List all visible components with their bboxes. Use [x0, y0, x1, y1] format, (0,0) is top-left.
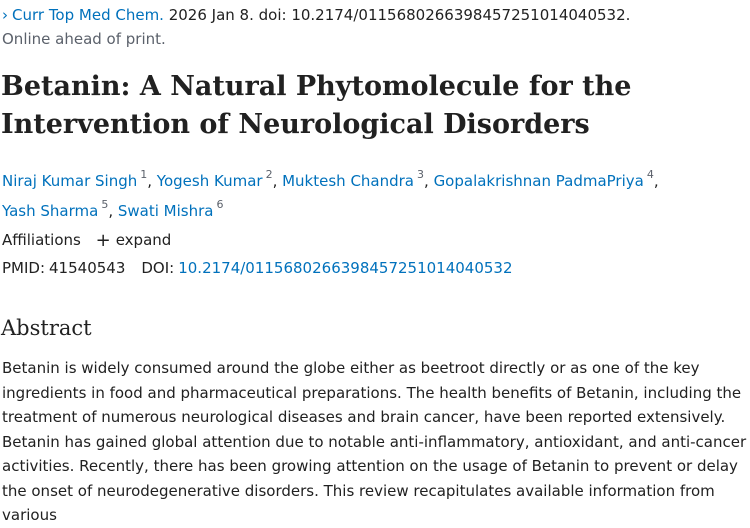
expand-label: expand — [115, 231, 172, 249]
article-title: Betanin: A Natural Phytomolecule for the Intervention of Neurological Disorders — [1, 71, 632, 140]
author-affiliation-number[interactable]: 4 — [646, 168, 654, 181]
pmid-label: PMID: — [2, 259, 46, 277]
doi-label: DOI: — [141, 259, 175, 277]
authors-list: Niraj Kumar Singh $^1$, Yogesh Kumar $^2$, Muktesh Chandra $^3$, Gopalakrishnan PadmaPriya $^4$, Yash Sharma $^5$, Swati Mishra $^6$ — [2, 168, 659, 220]
author-link[interactable]: Swati Mishra — [117, 202, 214, 220]
author-item — [156, 168, 273, 190]
publication-status: Online ahead of print. — [2, 30, 166, 48]
citation-details: 2026 Jan 8. doi: 10.2174/0115680266398457251014040532. — [163, 6, 631, 24]
author-link[interactable]: Muktesh Chandra — [282, 172, 415, 190]
journal-name: Curr Top Med Chem. — [12, 6, 164, 24]
author-link[interactable]: Gopalakrishnan PadmaPriya — [433, 172, 644, 190]
affiliations-row — [2, 229, 171, 251]
author-item — [117, 198, 224, 220]
journal-link[interactable] — [2, 6, 164, 24]
author-link[interactable]: Niraj Kumar Singh — [2, 172, 138, 190]
author-item — [282, 168, 425, 190]
abstract-text: Betanin is widely consumed around the globe either as beetroot directly or as one of the key ingredients in food and pharmaceutical preparations. The health benefits of Betanin, including the treatment of numerous neurological diseases and brain cancer, have been reported extensively. Betanin has gained global attention due to notable anti-inflammatory, antioxidant, and anti-cancer activities. Recently, there has been growing attention on the usage of Betanin to prevent or delay the onset of neurodegenerative disorders. This review recapitulates available information from various — [2, 359, 747, 524]
doi-link[interactable]: 10.2174/0115680266398457251014040532 — [178, 259, 513, 277]
author-item — [433, 168, 654, 190]
author-affiliation-number[interactable]: 1 — [140, 168, 148, 181]
author-link[interactable]: Yogesh Kumar — [156, 172, 263, 190]
author-link[interactable]: Yash Sharma — [2, 202, 99, 220]
chevron-right-icon: › — [2, 6, 8, 24]
abstract-heading: Abstract — [1, 316, 92, 340]
author-affiliation-number[interactable]: 6 — [216, 198, 224, 211]
author-item — [2, 168, 148, 190]
affiliations-label: Affiliations — [2, 231, 81, 249]
pmid-value: 41540543 — [49, 259, 126, 277]
author-affiliation-number[interactable]: 3 — [417, 168, 425, 181]
citation-line — [2, 4, 630, 27]
author-item — [2, 198, 109, 220]
affiliations-expand-button[interactable] — [96, 229, 172, 251]
identifiers-row — [2, 257, 513, 279]
plus-icon: + — [95, 230, 111, 251]
author-affiliation-number[interactable]: 5 — [101, 198, 109, 211]
author-affiliation-number[interactable]: 2 — [265, 168, 273, 181]
